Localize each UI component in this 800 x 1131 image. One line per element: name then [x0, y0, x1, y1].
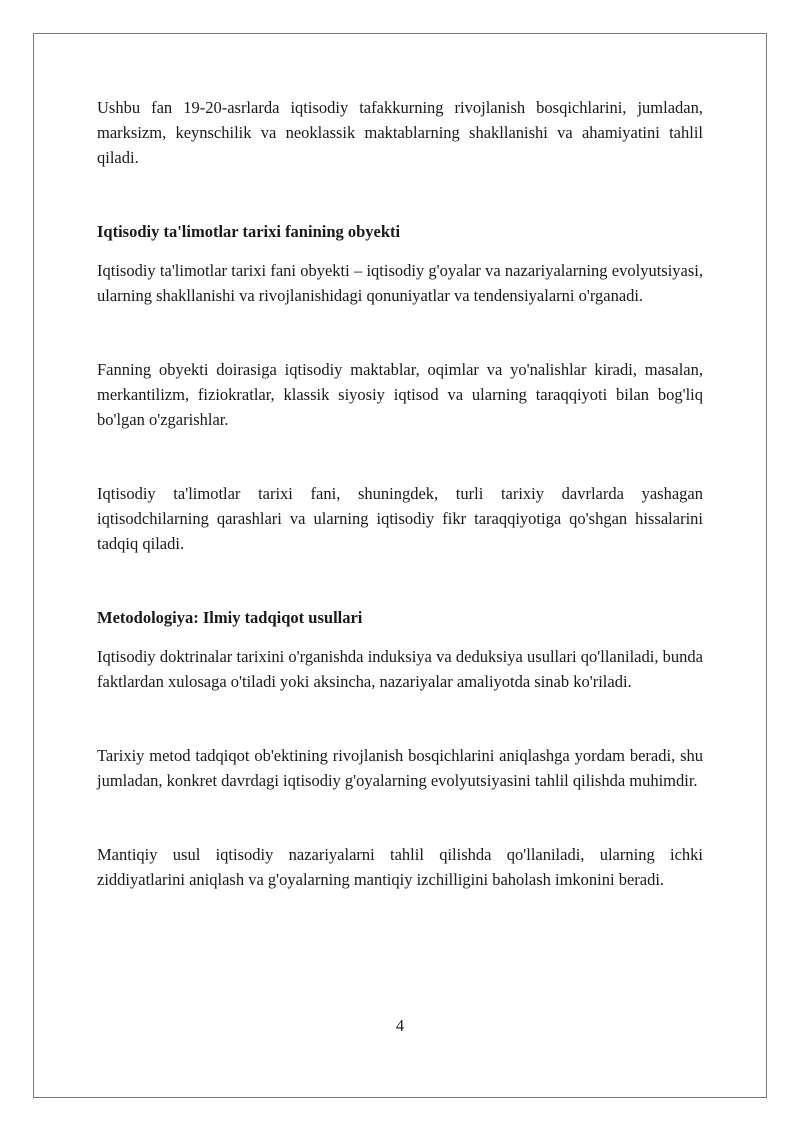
- paragraph-object-definition: Iqtisodiy ta'limotlar tarixi fani obyekti – iqtisodiy g'oyalar va nazariyalarning evolyutsiyasi, ularning shakllanishi va rivojlanishidagi qonuniyatlar va tendensiyalarni o'rganadi.: [97, 261, 703, 305]
- document-body: [97, 95, 703, 892]
- paragraph-method-logical: Mantiqiy usul iqtisodiy nazariyalarni tahlil qilishda qo'llaniladi, ularning ichki ziddiyatlarini aniqlash va g'oyalarning mantiqiy izchilligini baholash imkonini beradi.: [97, 845, 703, 889]
- section-heading-methodology: Metodologiya: Ilmiy tadqiqot usullari: [97, 608, 363, 627]
- paragraph-intro: Ushbu fan 19-20-asrlarda iqtisodiy tafakkurning rivojlanish bosqichlarini, jumladan, marksizm, keynschilik va neoklassik maktablarning shakllanishi va ahamiyatini tahlil qiladi.: [97, 98, 703, 167]
- paragraph-method-historical: Tarixiy metod tadqiqot ob'ektining rivojlanish bosqichlarini aniqlashga yordam beradi, shu jumladan, konkret davrdagi iqtisodiy g'oyalarning evolyutsiyasini tahlil qilishda muhimdir.: [97, 746, 703, 790]
- page-number: 4: [395, 1016, 405, 1035]
- section-heading-object: Iqtisodiy ta'limotlar tarixi fanining obyekti: [97, 222, 401, 241]
- paragraph-object-economists: Iqtisodiy ta'limotlar tarixi fani, shuningdek, turli tarixiy davrlarda yashagan iqtisodchilarning qarashlari va ularning iqtisodiy fikr taraqqiyotiga qo'shgan hissalarini tadqiq qiladi.: [97, 484, 703, 553]
- paragraph-method-induction: Iqtisodiy doktrinalar tarixini o'rganishda induksiya va deduksiya usullari qo'llaniladi, bunda faktlardan xulosaga o'tiladi yoki aksincha, nazariyalar amaliyotda sinab ko'riladi.: [97, 647, 703, 691]
- paragraph-object-scope: Fanning obyekti doirasiga iqtisodiy maktablar, oqimlar va yo'nalishlar kiradi, masalan, merkantilizm, fiziokratlar, klassik siyosiy iqtisod va ularning taraqqiyoti bilan bog'liq bo'lgan o'zgarishlar.: [97, 360, 703, 429]
